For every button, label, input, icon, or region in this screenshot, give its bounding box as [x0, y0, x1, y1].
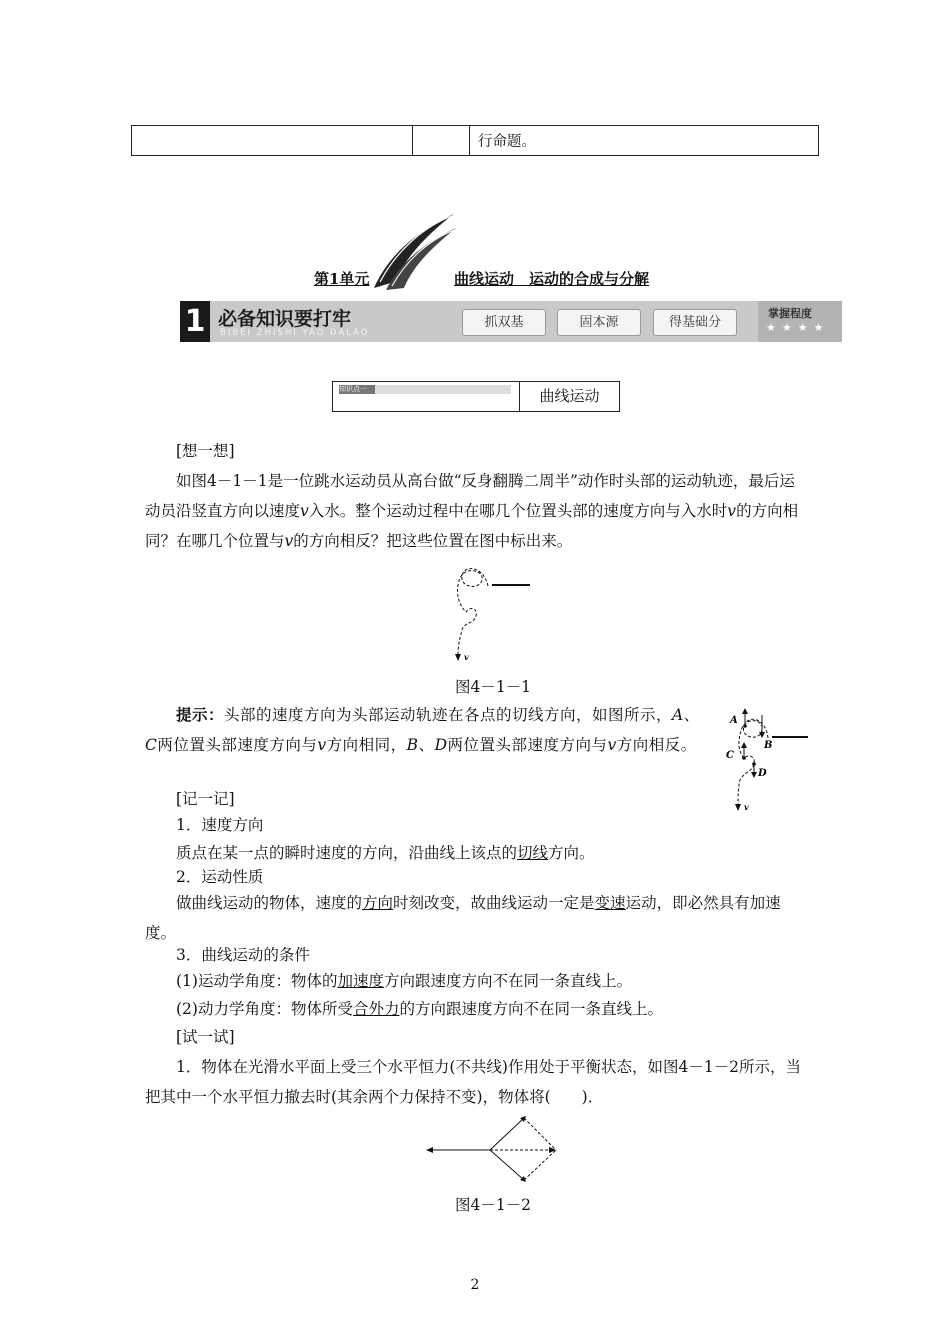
tab-gu-ben-yuan[interactable]: 固本源: [557, 309, 641, 336]
section-banner: [180, 301, 842, 342]
tab-zhua-shuang-ji[interactable]: 抓双基: [462, 309, 546, 336]
item-title: 1．速度方向: [176, 816, 264, 834]
remember-heading: [记一记]: [176, 790, 235, 808]
item-text: (2)动力学角度：物体所受合外力的方向跟速度方向不在同一条直线上。: [176, 1000, 663, 1018]
table-cell: [132, 126, 413, 156]
svg-text:A: A: [730, 715, 738, 726]
table-cell: 行命题。: [470, 126, 819, 156]
mastery-label: 掌握程度: [768, 307, 812, 320]
figure-caption: 图4－1－1: [454, 678, 532, 696]
banner-title: 必备知识要打牢: [218, 308, 352, 330]
force-diagram-figure: [420, 1112, 565, 1187]
question-text: 1．物体在光滑水平面上受三个水平恒力(不共线)作用处于平衡状态，如图4－1－2所示，当把其中一个水平恒力撤去时(其余两个力保持不变)，物体将( )．: [145, 1058, 802, 1106]
banner-pinyin: BIBEI ZHISHI YAO DALAO: [220, 328, 370, 338]
think-paragraph: 如图4－1－1是一位跳水运动员从高台做“反身翻腾二周半”动作时头部的运动轨迹，最后运动员沿竖直方向以速度v入水。整个运动过程中在哪几个位置头部的速度方向与入水时v的方向相同？在哪几个位置与v的方向相反？把这些位置在图中标出来。: [145, 472, 799, 550]
tab-de-ji-chu-fen[interactable]: 得基础分: [653, 309, 737, 336]
mastery-box: [758, 301, 842, 342]
item-title: 2．运动性质: [176, 868, 264, 886]
knowledge-point-title: 曲线运动: [539, 387, 600, 405]
item-text: (1)运动学角度：物体的加速度方向跟速度方向不在同一条直线上。: [176, 972, 632, 990]
knowledge-point-box: [332, 381, 620, 412]
svg-text:v: v: [464, 652, 469, 662]
swoosh-decoration-icon: [370, 212, 460, 292]
item-text: 做曲线运动的物体，速度的方向时刻改变，故曲线运动一定是变速运动，即必然具有加速度。: [145, 894, 781, 942]
hint-paragraph: 提示：头部的速度方向为头部运动轨迹在各点的切线方向，如图所示，A、C两位置头部速度方向与v方向相同，B、D两位置头部速度方向与v方向相反。: [145, 705, 700, 754]
knowledge-point-tag: 知识点一: [339, 385, 375, 394]
item-text: 质点在某一点的瞬时速度的方向，沿曲线上该点的切线方向。: [176, 844, 595, 862]
svg-text:D: D: [758, 768, 767, 779]
page-number: 2: [470, 1277, 480, 1293]
svg-text:v: v: [744, 802, 749, 812]
think-heading: [想一想]: [176, 442, 235, 460]
try-heading: [试一试]: [176, 1028, 235, 1046]
section-number-badge: 1: [180, 301, 210, 342]
svg-text:B: B: [764, 740, 773, 751]
diver-trajectory-figure: [440, 560, 540, 665]
star-rating-icon: ★★★★: [766, 321, 830, 334]
table-cell: [413, 126, 470, 156]
svg-text:C: C: [726, 750, 734, 761]
unit-title: 曲线运动 运动的合成与分解: [454, 270, 650, 288]
unit-number: 第1单元: [314, 270, 370, 288]
top-table-fragment: [131, 125, 819, 156]
item-title: 3．曲线运动的条件: [176, 946, 310, 964]
figure-caption: 图4－1－2: [454, 1196, 532, 1214]
